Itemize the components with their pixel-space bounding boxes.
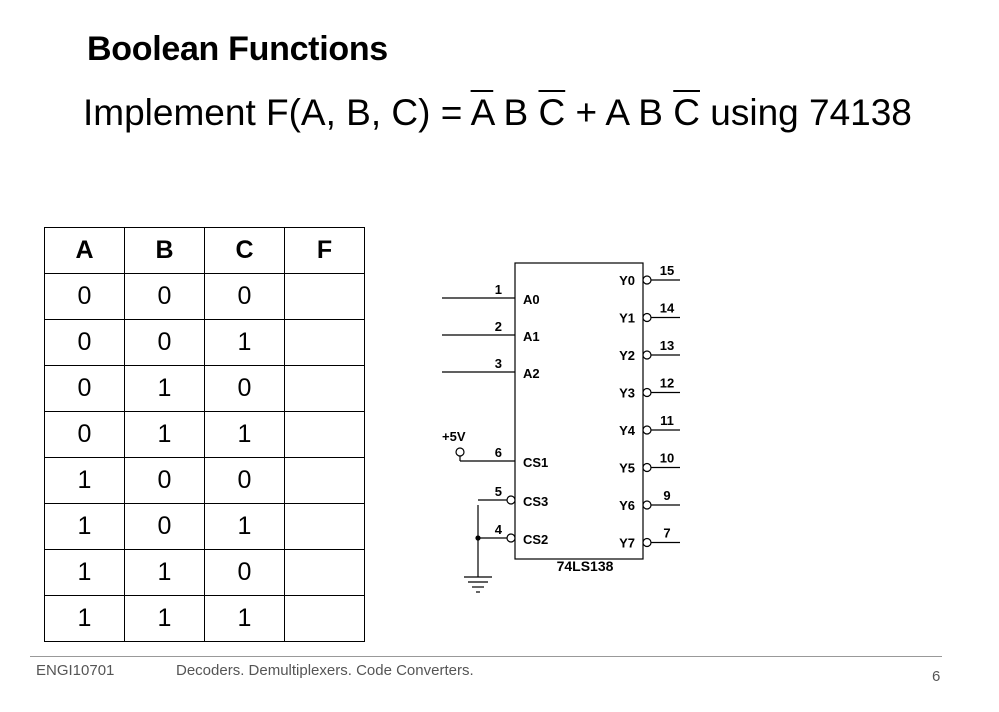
term2-c-bar: $\overline{C}$: [673, 92, 700, 133]
table-row: [45, 596, 365, 642]
pin-name: CS1: [523, 455, 549, 470]
junction-dot: [475, 535, 480, 540]
input-pin-cs2: [478, 522, 548, 547]
table-cell-a: 1: [45, 458, 125, 504]
output-pin-y3: [619, 376, 680, 401]
table-cell-f: [285, 596, 365, 642]
input-pin-a1: [442, 319, 540, 344]
table-cell-f: [285, 458, 365, 504]
plus-sign: +: [575, 92, 598, 133]
pin-name: CS3: [523, 494, 549, 509]
input-pin-cs1: [495, 445, 549, 470]
page-number: 6: [932, 668, 941, 685]
supply-terminal: [456, 448, 464, 456]
output-pin-y2: [619, 338, 680, 363]
inversion-bubble: [507, 534, 515, 542]
table-cell-b: 1: [125, 550, 205, 596]
supply-label: +5V: [442, 429, 466, 444]
input-pin-a2: [442, 356, 540, 381]
table-cell-c: 0: [205, 366, 285, 412]
truth-table-header-row: [45, 228, 365, 274]
pin-number: 7: [663, 525, 671, 541]
table-cell-b: 0: [125, 504, 205, 550]
pin-name: Y1: [619, 310, 635, 326]
term1-b: B: [503, 92, 529, 133]
table-cell-c: 1: [205, 412, 285, 458]
table-cell-f: [285, 504, 365, 550]
decoder-diagram: [430, 255, 690, 600]
header-b: B: [125, 228, 205, 274]
pin-name: Y4: [619, 423, 635, 438]
pin-number: 5: [494, 484, 502, 499]
table-cell-b: 0: [125, 274, 205, 320]
pin-number: 9: [663, 488, 671, 503]
table-row: [45, 366, 365, 412]
pin-number: 15: [659, 263, 675, 278]
header-c: C: [205, 228, 285, 274]
inversion-bubble: [643, 539, 651, 547]
decoder-chip-body: [515, 263, 643, 559]
pin-name: Y5: [619, 460, 635, 476]
table-cell-b: 0: [125, 320, 205, 366]
pin-name: Y3: [619, 385, 635, 401]
table-cell-a: 0: [45, 412, 125, 458]
output-pin-y4: [619, 413, 680, 438]
inversion-bubble: [643, 314, 651, 322]
table-cell-f: [285, 550, 365, 596]
table-cell-a: 1: [45, 504, 125, 550]
table-cell-b: 1: [125, 366, 205, 412]
table-cell-c: 1: [205, 504, 285, 550]
term1-c-bar: $\overline{C}$: [538, 92, 566, 133]
pin-name: A0: [523, 292, 540, 307]
table-cell-b: 0: [125, 458, 205, 504]
table-cell-a: 0: [45, 274, 125, 320]
table-cell-f: [285, 412, 365, 458]
pin-name: Y0: [619, 273, 635, 288]
header-a: A: [45, 228, 125, 274]
table-cell-a: 1: [45, 596, 125, 642]
pin-name: Y2: [619, 348, 635, 363]
header-f: F: [285, 228, 365, 274]
subtitle-suffix: using 74138: [710, 92, 912, 133]
pin-name: Y7: [619, 535, 635, 551]
table-cell-a: 0: [45, 366, 125, 412]
table-cell-c: 0: [205, 458, 285, 504]
truth-table-body: [45, 274, 365, 642]
table-row: [45, 550, 365, 596]
pin-name: Y6: [619, 498, 635, 513]
table-cell-c: 1: [205, 320, 285, 366]
table-row: [45, 458, 365, 504]
inversion-bubble: [643, 464, 651, 472]
output-pin-y7: [619, 526, 680, 551]
footer-divider: [30, 656, 942, 657]
table-row: [45, 320, 365, 366]
pin-number: 11: [660, 413, 674, 428]
table-row: [45, 504, 365, 550]
output-pin-y0: [619, 263, 680, 288]
decoder-output-pins: [619, 263, 680, 551]
pin-number: 3: [494, 356, 502, 371]
inversion-bubble: [643, 426, 651, 434]
term2-b: B: [638, 92, 663, 133]
input-pin-cs3: [478, 484, 548, 509]
table-cell-b: 1: [125, 412, 205, 458]
output-pin-y6: [619, 488, 680, 513]
table-cell-f: [285, 274, 365, 320]
slide-title: Boolean Functions: [87, 30, 388, 68]
pin-name: A1: [523, 329, 540, 344]
footer-course: ENGI10701: [36, 662, 115, 679]
output-pin-y5: [619, 451, 680, 476]
output-pin-y1: [619, 301, 680, 326]
input-pin-a0: [442, 282, 540, 307]
table-cell-f: [285, 366, 365, 412]
pin-name: A2: [523, 366, 540, 381]
pin-number: 6: [494, 445, 502, 460]
pin-number: 1: [494, 282, 502, 297]
inversion-bubble: [507, 496, 515, 504]
table-cell-c: 1: [205, 596, 285, 642]
table-row: [45, 412, 365, 458]
pin-name: CS2: [523, 532, 549, 547]
pin-number: 2: [494, 319, 502, 334]
inversion-bubble: [643, 276, 651, 284]
inversion-bubble: [643, 351, 651, 359]
term2-a: A: [605, 92, 628, 133]
inversion-bubble: [643, 389, 651, 397]
truth-table: [44, 227, 365, 642]
decoder-part-label: 74LS138: [556, 558, 614, 574]
slide-subtitle: [83, 92, 912, 134]
table-cell-b: 1: [125, 596, 205, 642]
decoder-input-pins: [442, 282, 548, 547]
table-cell-c: 0: [205, 274, 285, 320]
pin-number: 10: [659, 450, 675, 466]
pin-number: 12: [659, 375, 675, 391]
inversion-bubble: [643, 501, 651, 509]
table-cell-a: 0: [45, 320, 125, 366]
table-cell-a: 1: [45, 550, 125, 596]
pin-number: 14: [659, 300, 675, 316]
pin-number: 13: [659, 338, 675, 353]
pin-number: 4: [494, 522, 502, 537]
table-row: [45, 274, 365, 320]
table-cell-f: [285, 320, 365, 366]
subtitle-prefix: Implement F(A, B, C) =: [83, 92, 471, 133]
footer-topic: Decoders. Demultiplexers. Code Converters.: [176, 662, 474, 679]
table-cell-c: 0: [205, 550, 285, 596]
term1-a-bar: $\overline{A}$: [470, 92, 494, 133]
